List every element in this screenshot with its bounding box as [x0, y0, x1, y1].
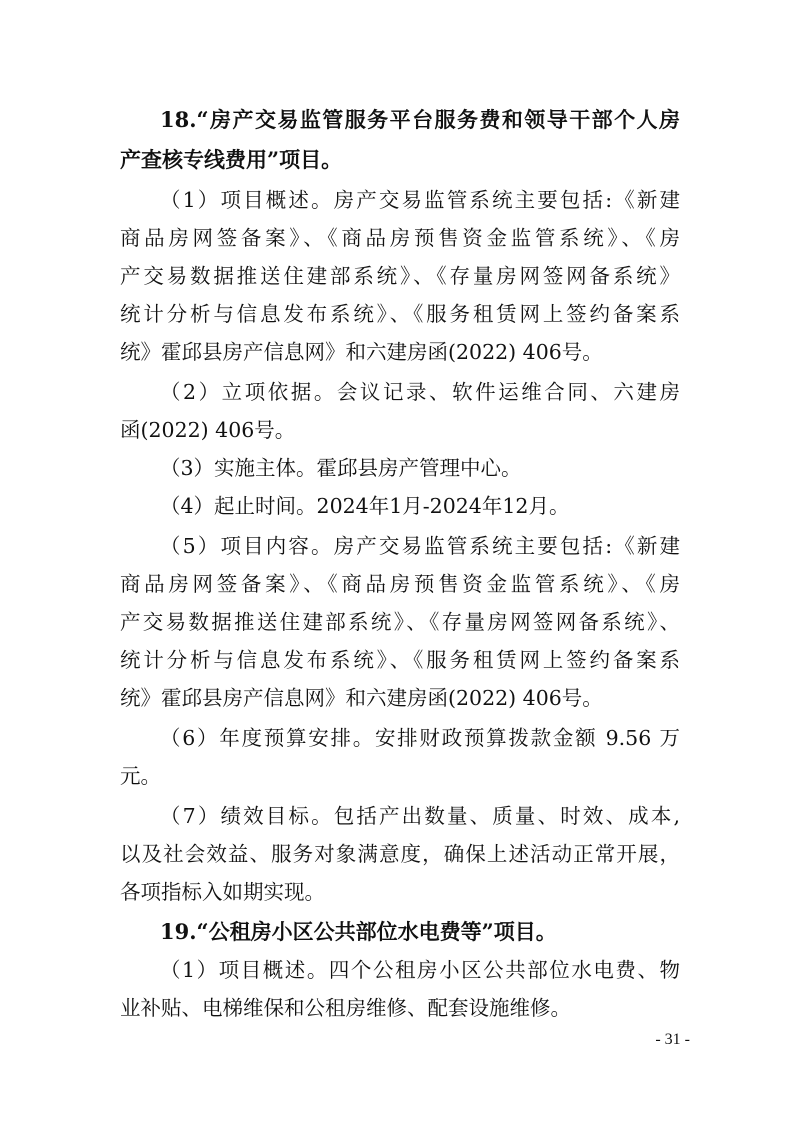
- overview-line-1: （1）项目概述。房产交易监管系统主要包括:《新建: [160, 188, 680, 212]
- performance-line-2: 以及社会效益、服务对象满意度，确保上述活动正常开展，: [120, 842, 680, 866]
- content-line-3: 产交易数据推送住建部系统》、《存量房网签网备系统》、: [120, 610, 680, 634]
- budget-line-2: 元。: [120, 764, 161, 788]
- content-line-2: 商品房网签备案》、《商品房预售资金监管系统》、《房: [120, 572, 680, 596]
- content-line-5: 统》霍邱县房产信息网》和六建房函(2022) 406号。: [120, 686, 603, 710]
- page-number: - 31 -: [655, 1031, 690, 1048]
- section-19-overview-line-2: 业补贴、电梯维保和公租房维修、配套设施维修。: [120, 996, 571, 1020]
- section-19-overview-line-1: （1）项目概述。四个公租房小区公共部位水电费、物: [160, 958, 680, 982]
- basis-line-2: 函(2022) 406号。: [120, 418, 296, 442]
- section-19-heading: 19.“公租房小区公共部位水电费等”项目。: [160, 919, 557, 944]
- time-period-line: （4）起止时间。2024年1月-2024年12月。: [160, 494, 570, 518]
- basis-line-1: （2）立项依据。会议记录、软件运维合同、六建房: [160, 380, 680, 404]
- performance-line-1: （7）绩效目标。包括产出数量、质量、时效、成本,: [160, 804, 680, 828]
- overview-line-2: 商品房网签备案》、《商品房预售资金监管系统》、《房: [120, 226, 680, 250]
- performance-line-3: 各项指标入如期实现。: [120, 880, 325, 904]
- budget-line-1: （6）年度预算安排。安排财政预算拨款金额 9.56 万: [160, 726, 680, 750]
- overview-line-4: 统计分析与信息发布系统》、《服务租赁网上签约备案系: [120, 302, 680, 326]
- section-18-heading-line-1: 18.“房产交易监管服务平台服务费和领导干部个人房: [160, 107, 680, 132]
- overview-line-3: 产交易数据推送住建部系统》、《存量房网签网备系统》: [120, 264, 680, 288]
- content-line-4: 统计分析与信息发布系统》、《服务租赁网上签约备案系: [120, 648, 680, 672]
- content-line-1: （5）项目内容。房产交易监管系统主要包括:《新建: [160, 534, 680, 558]
- section-18-heading-line-2: 产查核专线费用”项目。: [120, 147, 343, 172]
- implementing-body-line: （3）实施主体。霍邱县房产管理中心。: [160, 456, 522, 480]
- overview-line-5: 统》霍邱县房产信息网》和六建房函(2022) 406号。: [120, 340, 603, 364]
